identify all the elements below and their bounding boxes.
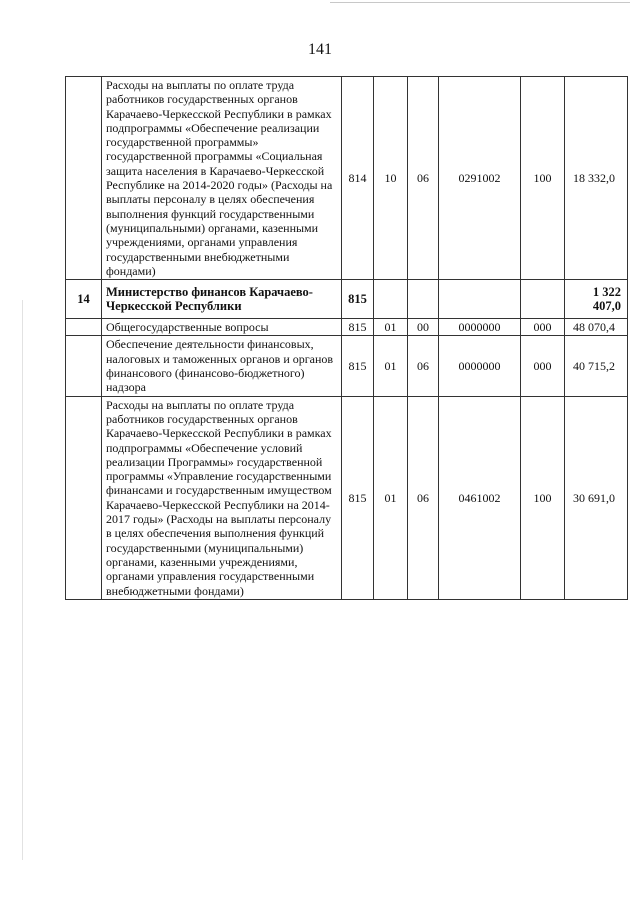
description-cell: Общегосударственные вопросы: [102, 319, 342, 336]
ministry-code-cell: 815: [342, 336, 374, 396]
subsection-code-cell: 00: [408, 319, 439, 336]
row-number-cell: [66, 336, 102, 396]
subsection-code-cell: [408, 280, 439, 319]
target-article-cell: 0461002: [439, 396, 521, 599]
row-number-cell: [66, 319, 102, 336]
table-row-ministry: [66, 280, 628, 319]
ministry-code-cell: 815: [342, 319, 374, 336]
expense-type-cell: 100: [521, 77, 565, 280]
expense-type-cell: 000: [521, 319, 565, 336]
target-article-cell: 0000000: [439, 336, 521, 396]
row-number-cell: [66, 77, 102, 280]
ministry-code-cell: 815: [342, 396, 374, 599]
section-code-cell: 01: [374, 319, 408, 336]
amount-cell: 40 715,2: [565, 336, 628, 396]
amount-cell: 18 332,0: [565, 77, 628, 280]
description-cell: Расходы на выплаты по оплате труда работников государственных органов Карачаево-Черкесской Республики в рамках подпрограммы «Обеспечение условий реализации Программы» государственной программы «Управление государственными финансами и государственным имуществом Карачаево-Черкесской Республики на 2014-2017 годы» (Расходы на выплаты персоналу в целях обеспечения выполнения функций государственными (муниципальными) органами, казенными учреждениями, органами управления государственными внебюджетными фондами): [102, 396, 342, 599]
subsection-code-cell: 06: [408, 336, 439, 396]
table-row: [66, 77, 628, 280]
expense-type-cell: 000: [521, 336, 565, 396]
description-cell: Обеспечение деятельности финансовых, налоговых и таможенных органов и органов финансового (финансово-бюджетного) надзора: [102, 336, 342, 396]
table-row: [66, 336, 628, 396]
expense-type-cell: 100: [521, 396, 565, 599]
amount-cell: 30 691,0: [565, 396, 628, 599]
page-number: 141: [308, 41, 332, 58]
table-row: [66, 319, 628, 336]
budget-table: [65, 76, 628, 600]
scan-artifact-left: [22, 300, 23, 860]
ministry-code-cell: 815: [342, 280, 374, 319]
section-code-cell: 01: [374, 336, 408, 396]
target-article-cell: 0000000: [439, 319, 521, 336]
amount-cell: 1 322 407,0: [565, 280, 628, 319]
scan-artifact-top: [330, 2, 630, 3]
amount-cell: 48 070,4: [565, 319, 628, 336]
section-code-cell: 10: [374, 77, 408, 280]
row-number-cell: [66, 396, 102, 599]
target-article-cell: [439, 280, 521, 319]
table-row: [66, 396, 628, 599]
description-cell: Министерство финансов Карачаево-Черкесской Республики: [102, 280, 342, 319]
target-article-cell: 0291002: [439, 77, 521, 280]
ministry-code-cell: 814: [342, 77, 374, 280]
subsection-code-cell: 06: [408, 396, 439, 599]
row-number-cell: 14: [66, 280, 102, 319]
expense-type-cell: [521, 280, 565, 319]
section-code-cell: 01: [374, 396, 408, 599]
description-cell: Расходы на выплаты по оплате труда работников государственных органов Карачаево-Черкесской Республики в рамках подпрограммы «Обеспечение реализации государственной программы» государственной программы «Социальная защита населения в Карачаево-Черкесской Республике на 2014-2020 годы» (Расходы на выплаты персоналу в целях обеспечения выполнения функций государственными (муниципальными) органами, казенными учреждениями, органами управления государственными внебюджетными фондами): [102, 77, 342, 280]
section-code-cell: [374, 280, 408, 319]
subsection-code-cell: 06: [408, 77, 439, 280]
